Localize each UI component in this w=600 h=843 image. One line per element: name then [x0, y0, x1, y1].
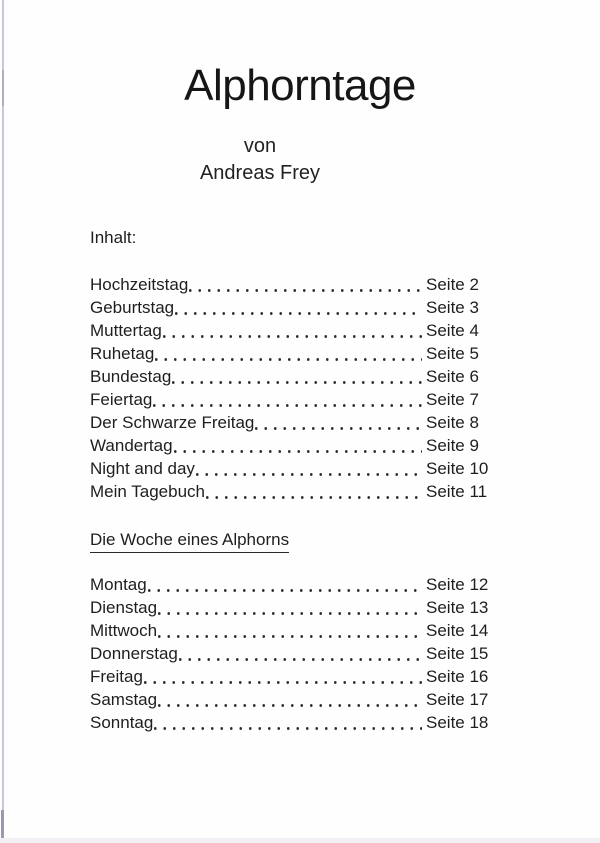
- toc-entry: [90, 388, 498, 411]
- toc-entry-title: Mittwoch: [90, 621, 158, 640]
- toc-entry: [90, 665, 498, 688]
- dot-leader: [154, 342, 422, 365]
- toc-entry-page: Seite 18: [426, 713, 489, 732]
- toc-entry-title: Samstag: [90, 690, 158, 709]
- toc-entry-page: Seite 8: [426, 413, 479, 432]
- scan-bottom-shadow: [0, 838, 600, 843]
- section-heading-text: Die Woche eines Alphorns: [90, 528, 289, 553]
- toc-entry-page: Seite 17: [426, 690, 489, 709]
- toc-entry-page: Seite 15: [426, 644, 489, 663]
- toc-entry-title: Sonntag: [90, 713, 154, 732]
- toc-entry: [90, 573, 498, 596]
- scan-edge-line: [2, 0, 4, 843]
- section-heading: [90, 528, 289, 553]
- toc-entry-title: Freitag: [90, 667, 143, 686]
- dot-leader: [174, 296, 422, 319]
- toc-entry: [90, 342, 498, 365]
- toc-entry: [90, 480, 498, 503]
- toc-entry: [90, 619, 498, 642]
- toc-entry: [90, 365, 498, 388]
- toc-entry-page: Seite 4: [426, 321, 479, 340]
- toc-entry-page: Seite 3: [426, 298, 479, 317]
- toc-entry-title: Montag: [90, 575, 147, 594]
- toc-entry: [90, 411, 498, 434]
- toc-entry: [90, 688, 498, 711]
- dot-leader: [171, 365, 422, 388]
- toc-entry-title: Hochzeitstag: [90, 275, 189, 294]
- toc-entry-page: Seite 7: [426, 390, 479, 409]
- dot-leader: [147, 573, 422, 596]
- dot-leader: [157, 619, 422, 642]
- contents-label: Inhalt:: [90, 228, 137, 247]
- dot-leader: [254, 411, 422, 434]
- toc-entry-page: Seite 11: [426, 482, 488, 501]
- toc-entry-title: Bundestag: [90, 367, 172, 386]
- toc-entry-page: Seite 16: [426, 667, 489, 686]
- toc-entry: [90, 457, 498, 480]
- toc-entry-title: Feiertag: [90, 390, 153, 409]
- toc-entry-page: Seite 5: [426, 344, 479, 363]
- toc-entry-page: Seite 6: [426, 367, 479, 386]
- toc-entry: [90, 711, 498, 734]
- toc-entry-title: Wandertag: [90, 436, 173, 455]
- dot-leader: [205, 480, 422, 503]
- toc-entry-title: Geburtstag: [90, 298, 175, 317]
- toc-entry: [90, 434, 498, 457]
- dot-leader: [195, 457, 422, 480]
- toc-entry-page: Seite 12: [426, 575, 489, 594]
- dot-leader: [153, 711, 422, 734]
- dot-leader: [157, 688, 422, 711]
- toc-entry-title: Mein Tagebuch: [90, 482, 205, 501]
- dot-leader: [173, 434, 422, 457]
- toc-entry-page: Seite 10: [426, 459, 489, 478]
- dot-leader: [152, 388, 422, 411]
- toc-entry-title: Night and day: [90, 459, 195, 478]
- toc-entry: [90, 273, 498, 296]
- toc-entry: [90, 642, 498, 665]
- toc-entry-page: Seite 13: [426, 598, 489, 617]
- toc-list-part2: [90, 573, 498, 734]
- dot-leader: [143, 665, 422, 688]
- toc-entry-title: Der Schwarze Freitag: [90, 413, 255, 432]
- toc-entry-page: Seite 14: [426, 621, 489, 640]
- page-title: Alphorntage: [184, 61, 416, 110]
- byline: [0, 133, 520, 187]
- toc-list-part1: [90, 273, 498, 503]
- toc-entry: [90, 319, 498, 342]
- dot-leader: [162, 319, 422, 342]
- toc-entry-title: Muttertag: [90, 321, 162, 340]
- toc-entry-page: Seite 9: [426, 436, 479, 455]
- dot-leader: [178, 642, 422, 665]
- toc-entry: [90, 596, 498, 619]
- byline-prefix: von: [243, 135, 277, 157]
- dot-leader: [188, 273, 422, 296]
- toc-entry-title: Donnerstag: [90, 644, 178, 663]
- author-name: Andreas Frey: [199, 162, 321, 184]
- toc-entry: [90, 296, 498, 319]
- toc-entry-page: Seite 2: [426, 275, 479, 294]
- dot-leader: [157, 596, 422, 619]
- toc-entry-title: Dienstag: [90, 598, 158, 617]
- toc-entry-title: Ruhetag: [90, 344, 155, 363]
